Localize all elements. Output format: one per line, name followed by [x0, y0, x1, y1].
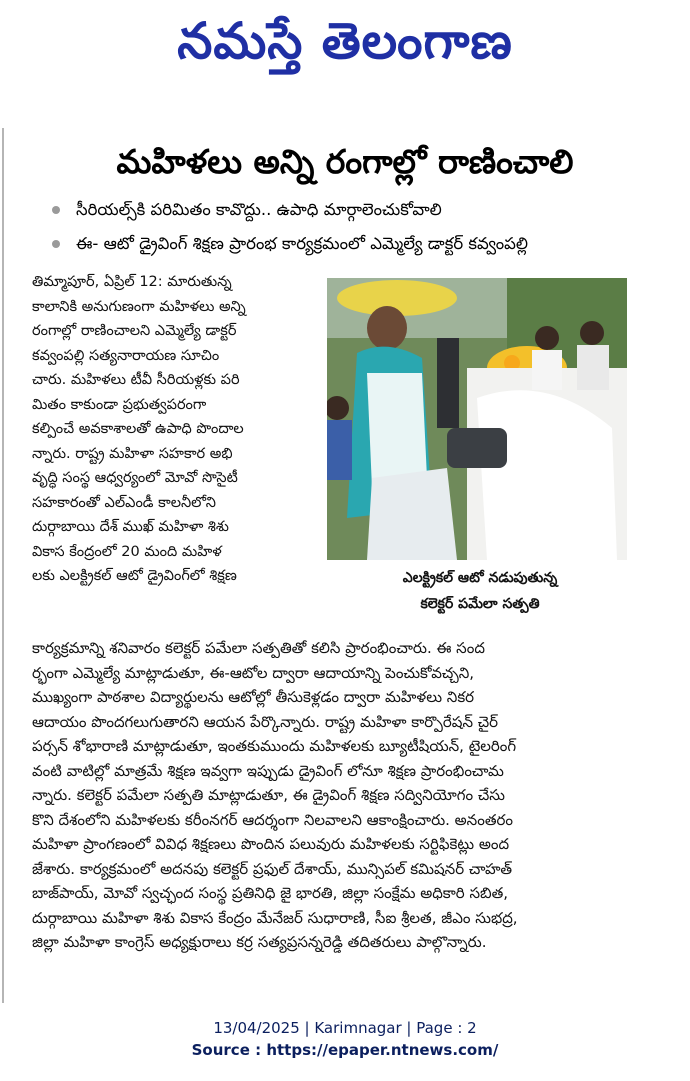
- news-photo: [327, 278, 627, 560]
- body-line: జిల్లా మహిళా కాంగ్రెస్ అధ్యక్షురాలు కర్ర సత్యప్రసన్నరెడ్డి తదితరులు పాల్గొన్నారు.: [32, 933, 487, 951]
- body-line: బాజ్‌పాయ్, మోవో స్వచ్ఛంద సంస్థ ప్రతినిధి జై భారతి, జిల్లా సంక్షేమ అధికారి సబిత,: [32, 884, 509, 902]
- body-line: కార్యక్రమాన్ని శనివారం కలెక్టర్ పమేలా సత్పతితో కలిసి ప్రారంభించారు. ఈ సంద: [32, 639, 485, 657]
- bullet-text: సీరియల్స్‌కి పరిమితం కావొద్దు.. ఉపాధి మార్గాలెంచుకోవాలి: [76, 200, 442, 219]
- body-line: వృద్ధి సంస్థ ఆధ్వర్యంలో మోవో సొసైటీ: [32, 470, 238, 486]
- caption-line: కలెక్టర్ పమేలా సత్పతి: [420, 596, 540, 612]
- body-line: దుర్గాబాయి దేశ్ ముఖ్ మహిళా శిశు: [32, 519, 229, 535]
- body-line: చారు. మహిళలు టీవీ సీరియళ్లకు పరి: [32, 372, 240, 388]
- body-line: రంగాల్లో రాణించాలని ఎమ్మెల్యే డాక్టర్: [32, 323, 237, 339]
- masthead-logo: నమస్తే తెలంగాణ: [177, 11, 513, 70]
- body-line: ముఖ్యంగా పాఠశాల విద్యార్థులను ఆటోల్లో తీసుకెళ్లడం ద్వారా మహిళలు నికర: [32, 688, 475, 706]
- footer-date-line: 13/04/2025 | Karimnagar | Page : 2: [213, 1019, 477, 1037]
- body-line: మితం కాకుండా ప్రభుత్వపరంగా: [32, 396, 207, 413]
- bullet-dot-icon: [52, 240, 60, 248]
- body-line: లకు ఎలక్ట్రికల్ ఆటో డ్రైవింగ్‌లో శిక్షణ: [32, 568, 237, 584]
- article-body-wide: [32, 636, 654, 955]
- caption-line: ఎలక్ట్రికల్ ఆటో నడుపుతున్న: [402, 570, 558, 586]
- article-headline: మహిళలు అన్ని రంగాల్లో రాణించాలి: [116, 142, 574, 181]
- body-line: దుర్గాబాయి మహిళా శిశు వికాస కేంద్రం మేనేజర్ సుధారాణి, సీఐ శ్రీలత, జీఎం సుభద్ర,: [32, 908, 518, 927]
- subheadline-bullet: [50, 193, 680, 227]
- subheadline-bullets: [50, 193, 680, 261]
- body-line: కల్పించే అవకాశాలతో ఉపాధి పొందాల: [32, 421, 244, 437]
- body-line: వికాస కేంద్రంలో 20 మంది మహిళ: [32, 543, 222, 560]
- photo-caption: [380, 565, 580, 617]
- body-line: కొని దేశంలోని మహిళలకు కరీంనగర్ ఆదర్శంగా నిలవాలని ఆకాంక్షించారు. అనంతరం: [32, 810, 513, 829]
- body-line: కాలానికి అనుగుణంగా మహిళలు అన్ని: [32, 298, 246, 315]
- body-line: సహకారంతో ఎల్ఎండీ కాలనీలోని: [32, 494, 216, 511]
- bullet-dot-icon: [52, 206, 60, 214]
- body-line: తిమ్మాపూర్, ఏప్రిల్ 12: మారుతున్న: [32, 274, 232, 290]
- article-body-left-column: [32, 270, 320, 589]
- body-line: వంటి వాటిల్లో మాత్రమే శిక్షణ ఇవ్వగా ఇప్పుడు డ్రైవింగ్ లోనూ శిక్షణ ప్రారంభించామ: [32, 761, 504, 780]
- bullet-text: ఈ- ఆటో డ్రైవింగ్ శిక్షణ ప్రారంభ కార్యక్రమంలో ఎమ్మెల్యే డాక్టర్ కవ్వంపల్లి: [76, 234, 528, 253]
- body-line: జేశారు. కార్యక్రమంలో అదనపు కలెక్టర్ ప్రఫుల్ దేశాయ్, మున్సిపల్ కమిషనర్ చాహత్: [32, 859, 513, 878]
- body-line: కవ్వంపల్లి సత్యనారాయణ సూచిం: [32, 347, 220, 364]
- body-line: పర్సన్ శోభారాణి మాట్లాడుతూ, ఇంతకుముందు మహిళలకు బ్యూటీషియన్, టైలరింగ్: [32, 737, 517, 755]
- body-line: మహిళా ప్రాంగణంలో వివిధ శిక్షణలు పొందిన పలువురు మహిళలకు సర్టిఫికెట్లు అంద: [32, 835, 510, 853]
- column-rule: [2, 128, 4, 1003]
- body-line: ర్భంగా ఎమ్మెల్యే మాట్లాడుతూ, ఈ-ఆటోల ద్వారా ఆదాయాన్ని పెంచుకోవచ్చని,: [32, 663, 475, 682]
- body-line: ఆదాయం పొందగలుగుతారని ఆయన పేర్కొన్నారు. రాష్ట్ర మహిళా కార్పొరేషన్ చైర్: [32, 712, 499, 731]
- body-line: న్నారు. కలెక్టర్ పమేలా సత్పతి మాట్లాడుతూ, ఈ డ్రైవింగ్ శిక్షణ సద్వినియోగం చేసు: [32, 786, 505, 804]
- page-footer: [0, 1017, 690, 1061]
- collector-driving-auto-photo: [327, 278, 627, 560]
- subheadline-bullet: [50, 227, 680, 261]
- body-line: న్నారు. రాష్ట్ర మహిళా సహకార అభి: [32, 445, 233, 462]
- footer-source-line: Source : https://epaper.ntnews.com/: [191, 1041, 499, 1059]
